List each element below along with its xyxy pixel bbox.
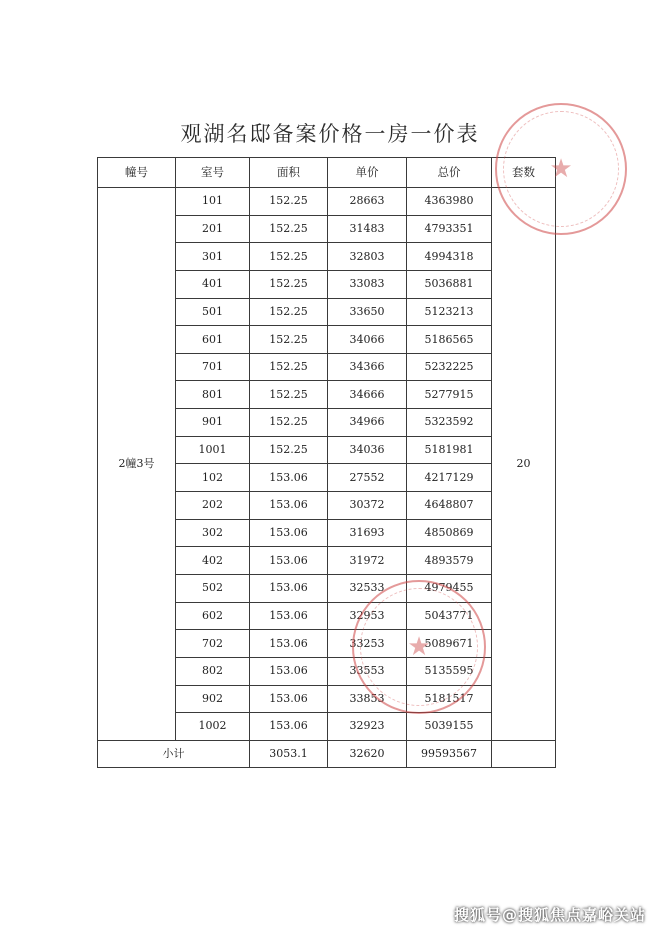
- area-cell: 153.06: [250, 602, 328, 630]
- unit-price-cell: 33853: [328, 685, 407, 713]
- unit-price-cell: 28663: [328, 188, 407, 216]
- total-price-cell: 4850869: [407, 519, 492, 547]
- unit-price-cell: 34066: [328, 326, 407, 354]
- room-cell: 701: [176, 353, 250, 381]
- header-area: 面积: [250, 158, 328, 188]
- total-price-cell: 4793351: [407, 215, 492, 243]
- area-cell: 152.25: [250, 436, 328, 464]
- unit-count-cell: 20: [492, 188, 556, 741]
- room-cell: 502: [176, 574, 250, 602]
- table-header-row: [98, 158, 556, 188]
- area-cell: 153.06: [250, 630, 328, 658]
- total-price-cell: 5123213: [407, 298, 492, 326]
- room-cell: 202: [176, 492, 250, 520]
- unit-price-cell: 33553: [328, 657, 407, 685]
- area-cell: 153.06: [250, 492, 328, 520]
- room-cell: 501: [176, 298, 250, 326]
- unit-price-cell: 30372: [328, 492, 407, 520]
- area-cell: 153.06: [250, 464, 328, 492]
- header-room: 室号: [176, 158, 250, 188]
- price-table: [97, 157, 556, 768]
- area-cell: 153.06: [250, 574, 328, 602]
- seal-star-icon: ★: [549, 154, 573, 184]
- header-total-price: 总价: [407, 158, 492, 188]
- area-cell: 152.25: [250, 215, 328, 243]
- total-price-cell: 4217129: [407, 464, 492, 492]
- total-price-cell: 5181981: [407, 436, 492, 464]
- unit-price-cell: 34966: [328, 409, 407, 437]
- unit-price-cell: 31693: [328, 519, 407, 547]
- room-cell: 1001: [176, 436, 250, 464]
- room-cell: 401: [176, 270, 250, 298]
- area-cell: 152.25: [250, 243, 328, 271]
- unit-price-cell: 34036: [328, 436, 407, 464]
- subtotal-label: 小计: [98, 740, 250, 768]
- unit-price-cell: 32533: [328, 574, 407, 602]
- total-price-cell: 4363980: [407, 188, 492, 216]
- unit-price-cell: 31972: [328, 547, 407, 575]
- subtotal-row: [98, 740, 556, 768]
- total-price-cell: 4648807: [407, 492, 492, 520]
- seal-star-icon: ★: [407, 632, 431, 662]
- area-cell: 152.25: [250, 270, 328, 298]
- room-cell: 101: [176, 188, 250, 216]
- area-cell: 152.25: [250, 409, 328, 437]
- table-body: [98, 188, 556, 741]
- room-cell: 301: [176, 243, 250, 271]
- total-price-cell: 5181517: [407, 685, 492, 713]
- total-price-cell: 5089671: [407, 630, 492, 658]
- subtotal-empty-cell: [492, 740, 556, 768]
- total-price-cell: 5186565: [407, 326, 492, 354]
- header-building: 幢号: [98, 158, 176, 188]
- unit-price-cell: 32953: [328, 602, 407, 630]
- table-row: [98, 188, 556, 216]
- unit-price-cell: 33083: [328, 270, 407, 298]
- total-price-cell: 5043771: [407, 602, 492, 630]
- header-unit-count: 套数: [492, 158, 556, 188]
- room-cell: 102: [176, 464, 250, 492]
- area-cell: 153.06: [250, 547, 328, 575]
- total-price-cell: 5039155: [407, 713, 492, 741]
- total-price-cell: 5036881: [407, 270, 492, 298]
- area-cell: 153.06: [250, 713, 328, 741]
- area-cell: 153.06: [250, 519, 328, 547]
- unit-price-cell: 32803: [328, 243, 407, 271]
- room-cell: 1002: [176, 713, 250, 741]
- document-title: 观湖名邸备案价格一房一价表: [180, 122, 480, 146]
- room-cell: 201: [176, 215, 250, 243]
- area-cell: 152.25: [250, 298, 328, 326]
- subtotal-area: 3053.1: [250, 740, 328, 768]
- room-cell: 402: [176, 547, 250, 575]
- room-cell: 901: [176, 409, 250, 437]
- total-price-cell: 5323592: [407, 409, 492, 437]
- total-price-cell: 4893579: [407, 547, 492, 575]
- unit-price-cell: 34366: [328, 353, 407, 381]
- total-price-cell: 4979455: [407, 574, 492, 602]
- building-cell: 2幢3号: [98, 188, 176, 741]
- area-cell: 153.06: [250, 685, 328, 713]
- area-cell: 153.06: [250, 657, 328, 685]
- room-cell: 802: [176, 657, 250, 685]
- watermark: 搜狐号@搜狐焦点嘉峪关站: [453, 906, 646, 924]
- room-cell: 602: [176, 602, 250, 630]
- total-price-cell: 4994318: [407, 243, 492, 271]
- total-price-cell: 5232225: [407, 353, 492, 381]
- room-cell: 601: [176, 326, 250, 354]
- unit-price-cell: 31483: [328, 215, 407, 243]
- room-cell: 702: [176, 630, 250, 658]
- total-price-cell: 5135595: [407, 657, 492, 685]
- unit-price-cell: 33650: [328, 298, 407, 326]
- unit-price-cell: 34666: [328, 381, 407, 409]
- total-price-cell: 5277915: [407, 381, 492, 409]
- subtotal-unit-price: 32620: [328, 740, 407, 768]
- room-cell: 902: [176, 685, 250, 713]
- room-cell: 801: [176, 381, 250, 409]
- header-unit-price: 单价: [328, 158, 407, 188]
- unit-price-cell: 32923: [328, 713, 407, 741]
- unit-price-cell: 33253: [328, 630, 407, 658]
- subtotal-total: 99593567: [407, 740, 492, 768]
- area-cell: 152.25: [250, 381, 328, 409]
- unit-price-cell: 27552: [328, 464, 407, 492]
- area-cell: 152.25: [250, 326, 328, 354]
- room-cell: 302: [176, 519, 250, 547]
- area-cell: 152.25: [250, 188, 328, 216]
- area-cell: 152.25: [250, 353, 328, 381]
